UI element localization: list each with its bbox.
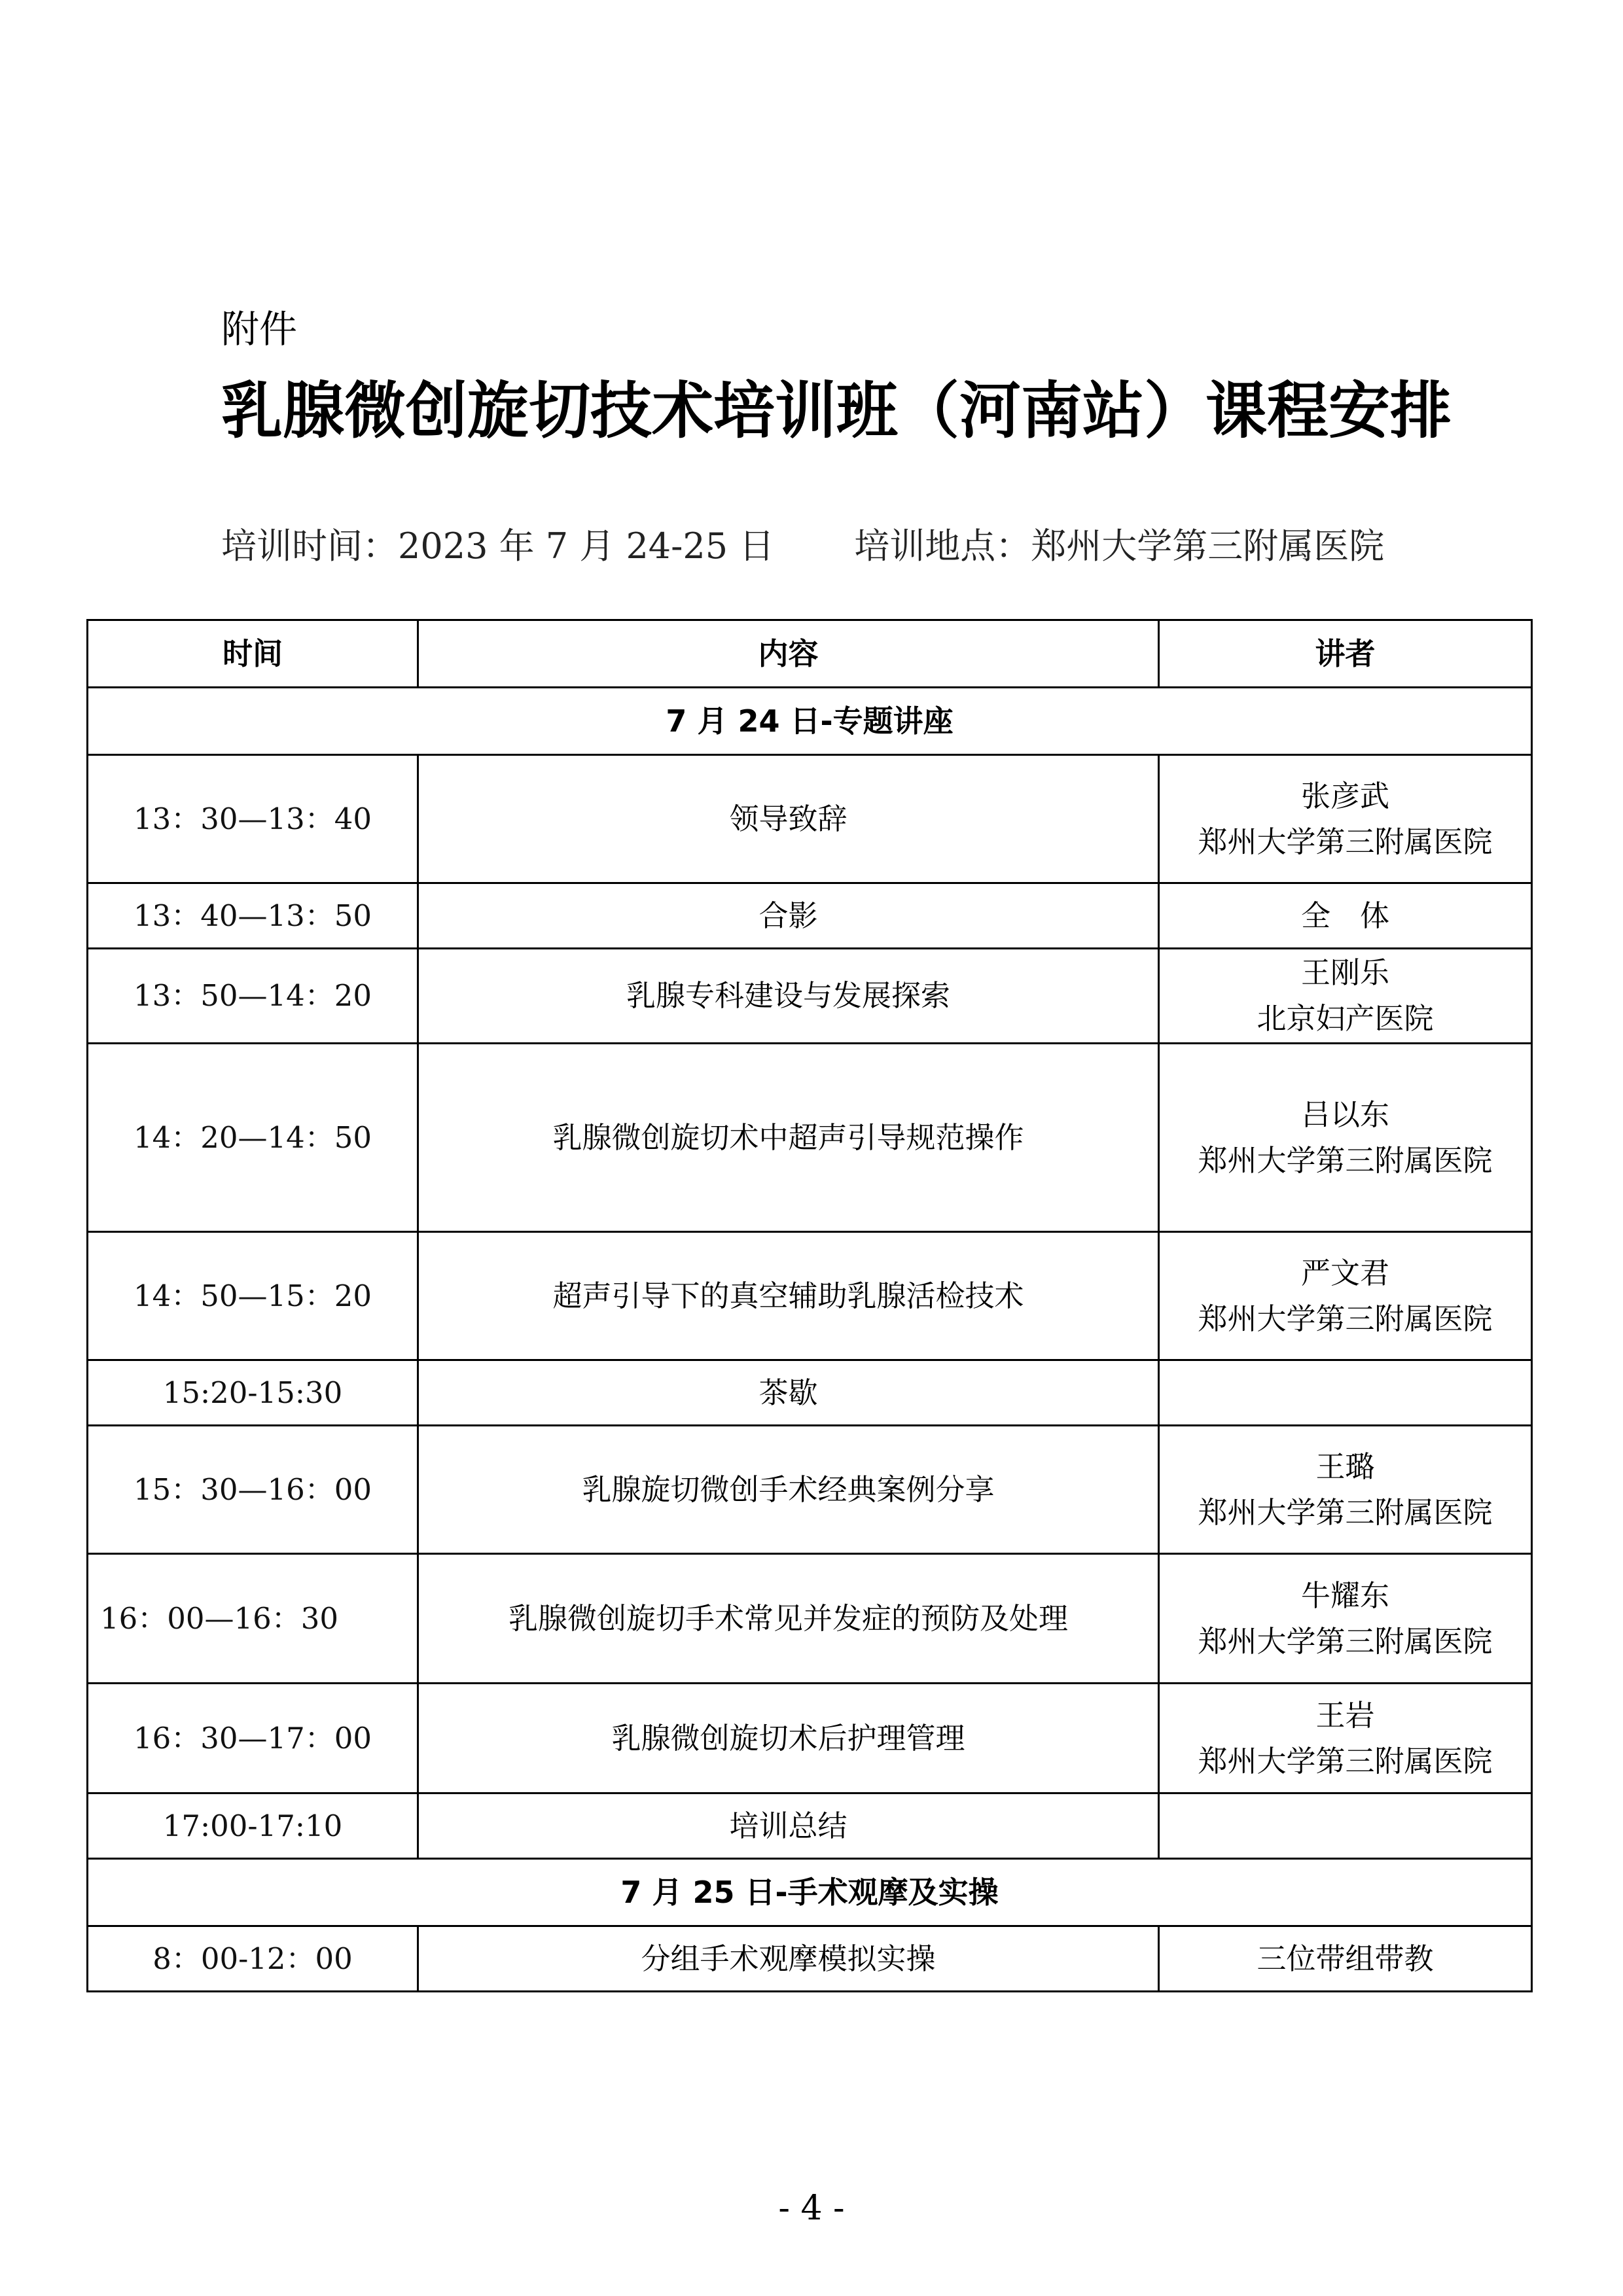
row-time: 15:20-15:30 bbox=[88, 1360, 418, 1426]
table-row bbox=[88, 755, 1532, 883]
section-row-day2 bbox=[88, 1859, 1532, 1926]
row-time: 16：30—17：00 bbox=[88, 1684, 418, 1793]
row-content: 茶歇 bbox=[418, 1360, 1159, 1426]
table-header-row bbox=[88, 620, 1532, 688]
row-speaker bbox=[1159, 883, 1532, 949]
speaker-org: 郑州大学第三附属医院 bbox=[1198, 1494, 1493, 1530]
table-row bbox=[88, 883, 1532, 949]
row-time: 8：00-12：00 bbox=[88, 1926, 418, 1992]
table-row bbox=[88, 1232, 1532, 1360]
row-speaker bbox=[1159, 1360, 1532, 1426]
row-speaker bbox=[1159, 1684, 1532, 1793]
speaker-name: 严文君 bbox=[1300, 1255, 1389, 1290]
table-row bbox=[88, 1360, 1532, 1426]
row-content: 培训总结 bbox=[418, 1793, 1159, 1859]
row-speaker bbox=[1159, 1044, 1532, 1232]
row-content: 乳腺旋切微创手术经典案例分享 bbox=[418, 1426, 1159, 1554]
page-number: - 4 - bbox=[778, 2189, 845, 2228]
row-speaker bbox=[1159, 1554, 1532, 1684]
speaker-name: 王岩 bbox=[1315, 1697, 1375, 1733]
training-place: 培训地点：郑州大学第三附属医院 bbox=[854, 525, 1385, 567]
row-speaker bbox=[1159, 1793, 1532, 1859]
row-speaker bbox=[1159, 1232, 1532, 1360]
attachment-label: 附件 bbox=[221, 307, 298, 351]
training-time: 培训时间：2023 年 7 月 24-25 日 bbox=[221, 525, 775, 567]
speaker-name: 三位带组带教 bbox=[1257, 1941, 1434, 1976]
row-content: 超声引导下的真空辅助乳腺活检技术 bbox=[418, 1232, 1159, 1360]
training-info bbox=[221, 523, 1384, 569]
row-time: 16：00—16：30 bbox=[88, 1554, 418, 1684]
page-title: 乳腺微创旋切技术培训班（河南站）课程安排 bbox=[221, 375, 1452, 447]
table-row bbox=[88, 1426, 1532, 1554]
header-content: 内容 bbox=[418, 620, 1159, 688]
table-row bbox=[88, 1684, 1532, 1793]
row-speaker bbox=[1159, 949, 1532, 1044]
table-row bbox=[88, 1926, 1532, 1992]
row-content: 乳腺专科建设与发展探索 bbox=[418, 949, 1159, 1044]
speaker-name: 全 体 bbox=[1300, 898, 1389, 933]
speaker-org: 郑州大学第三附属医院 bbox=[1198, 1301, 1493, 1336]
row-speaker bbox=[1159, 755, 1532, 883]
row-content: 合影 bbox=[418, 883, 1159, 949]
schedule-table bbox=[86, 619, 1533, 1992]
speaker-name: 王璐 bbox=[1315, 1449, 1375, 1484]
row-speaker bbox=[1159, 1926, 1532, 1992]
speaker-org: 郑州大学第三附属医院 bbox=[1198, 1743, 1493, 1778]
row-content: 分组手术观摩模拟实操 bbox=[418, 1926, 1159, 1992]
speaker-name: 张彦武 bbox=[1300, 778, 1389, 813]
row-content: 乳腺微创旋切手术常见并发症的预防及处理 bbox=[418, 1554, 1159, 1684]
speaker-name: 吕以东 bbox=[1300, 1097, 1389, 1132]
row-content: 乳腺微创旋切术后护理管理 bbox=[418, 1684, 1159, 1793]
speaker-name: 王刚乐 bbox=[1300, 955, 1389, 990]
speaker-name: 牛耀东 bbox=[1300, 1578, 1389, 1613]
row-speaker bbox=[1159, 1426, 1532, 1554]
row-time: 17:00-17:10 bbox=[88, 1793, 418, 1859]
table-row bbox=[88, 1554, 1532, 1684]
row-time: 14：50—15：20 bbox=[88, 1232, 418, 1360]
section-row-day1 bbox=[88, 688, 1532, 755]
row-content: 领导致辞 bbox=[418, 755, 1159, 883]
row-time: 14：20—14：50 bbox=[88, 1044, 418, 1232]
speaker-org: 郑州大学第三附属医院 bbox=[1198, 1142, 1493, 1178]
row-time: 13：40—13：50 bbox=[88, 883, 418, 949]
speaker-org: 郑州大学第三附属医院 bbox=[1198, 1623, 1493, 1659]
row-time: 13：50—14：20 bbox=[88, 949, 418, 1044]
header-time: 时间 bbox=[88, 620, 418, 688]
row-time: 15：30—16：00 bbox=[88, 1426, 418, 1554]
table-row bbox=[88, 949, 1532, 1044]
table-row bbox=[88, 1793, 1532, 1859]
header-speaker: 讲者 bbox=[1159, 620, 1532, 688]
row-content: 乳腺微创旋切术中超声引导规范操作 bbox=[418, 1044, 1159, 1232]
table-row bbox=[88, 1044, 1532, 1232]
section-title: 7 月 24 日-专题讲座 bbox=[88, 688, 1532, 755]
row-time: 13：30—13：40 bbox=[88, 755, 418, 883]
section-title: 7 月 25 日-手术观摩及实操 bbox=[88, 1859, 1532, 1926]
speaker-org: 北京妇产医院 bbox=[1257, 1001, 1434, 1036]
speaker-org: 郑州大学第三附属医院 bbox=[1198, 824, 1493, 859]
